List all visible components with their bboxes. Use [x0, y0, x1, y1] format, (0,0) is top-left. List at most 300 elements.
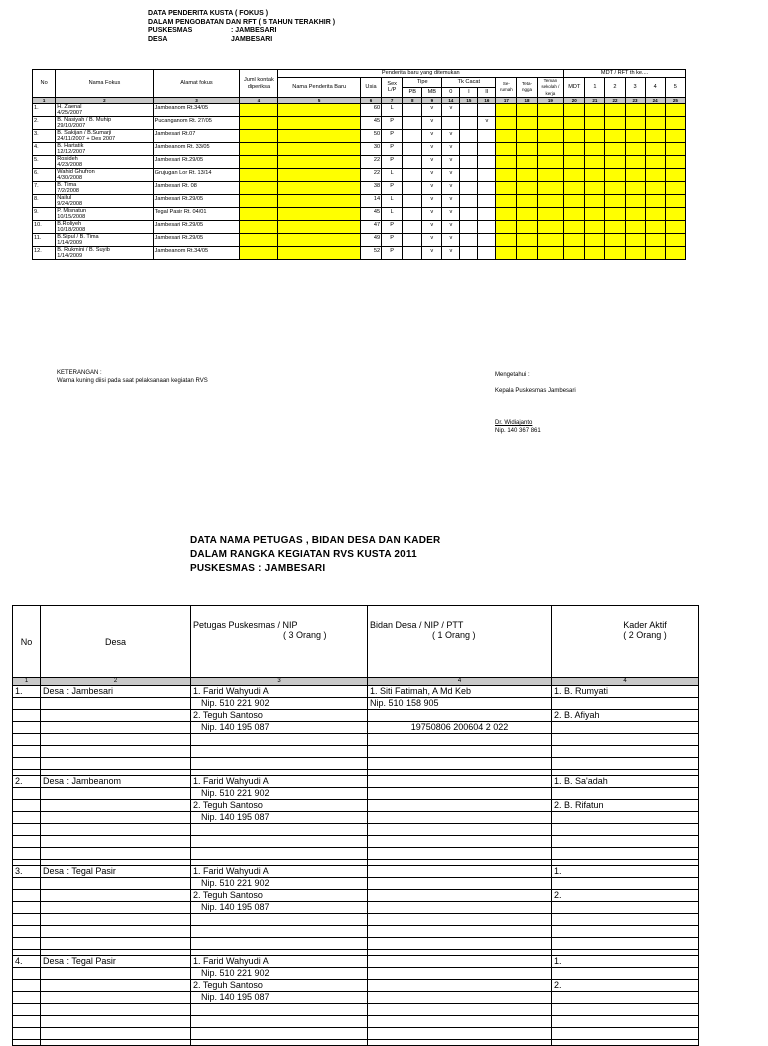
patient-rows [33, 104, 686, 260]
puskesmas-row [148, 27, 335, 36]
row-mdt [564, 156, 585, 169]
row-usia: 22 [360, 156, 381, 169]
bidan-cell: Nip. 510 158 905 [368, 698, 552, 710]
empty-row [13, 836, 699, 848]
row-usia: 14 [360, 195, 381, 208]
row-mdt [564, 247, 585, 260]
row-sex: P [382, 221, 403, 234]
empty-cell [41, 1016, 191, 1028]
empty-cell [41, 926, 191, 938]
row-mdt-5 [665, 156, 685, 169]
row-tetangga [517, 195, 537, 208]
table-row [13, 788, 699, 800]
empty-row [13, 848, 699, 860]
keterangan-note [57, 369, 208, 385]
row-jumlah-kontak [240, 195, 278, 208]
row-serumah [496, 195, 517, 208]
row-tetangga [517, 247, 537, 260]
empty-row [13, 734, 699, 746]
row-c0: v [442, 247, 460, 260]
empty-cell [13, 914, 41, 926]
row-no: 2. [33, 117, 56, 130]
row-serumah [496, 169, 517, 182]
row-date: 10/15/2008 [57, 214, 86, 220]
row-alamat: Jambesari Rt.29/05 [153, 195, 240, 208]
row-c2 [478, 221, 496, 234]
petugas-cell: 1. Farid Wahyudi A [191, 866, 368, 878]
row-jumlah-kontak [240, 234, 278, 247]
kader-cell: 1. [552, 956, 699, 968]
row-nama-penderita [278, 104, 361, 117]
row-mdt [564, 130, 585, 143]
empty-cell [13, 1028, 41, 1040]
bidan-cell [368, 968, 552, 980]
signatory-nip: Nip. 140 367 861 [495, 428, 541, 434]
row-teman [537, 130, 564, 143]
row-c2: v [478, 117, 496, 130]
row-nama-penderita [278, 130, 361, 143]
col-mdt-3: 3 [625, 77, 645, 98]
empty-cell [191, 836, 368, 848]
col-group-mdt: MDT / RFT th ke.... [564, 70, 686, 78]
empty-cell [552, 746, 699, 758]
group-no: 4. [13, 956, 41, 968]
row-mb: v [422, 221, 442, 234]
row-c0: v [442, 234, 460, 247]
row-mdt-1 [585, 221, 605, 234]
row-mdt-2 [605, 117, 625, 130]
row-tetangga [517, 104, 537, 117]
row-mdt-1 [585, 169, 605, 182]
row-c1 [460, 247, 478, 260]
row-c0 [442, 117, 460, 130]
row-mb: v [422, 182, 442, 195]
row-alamat: Grujugan Lor Rt. 13/14 [153, 169, 240, 182]
empty-cell [13, 1016, 41, 1028]
row-teman [537, 208, 564, 221]
row-c1 [460, 234, 478, 247]
row-teman [537, 104, 564, 117]
row-c2 [478, 247, 496, 260]
row-no: 10. [33, 221, 56, 234]
column-number: 1 [13, 678, 41, 686]
row-alamat: Jambesari Rt.07 [153, 130, 240, 143]
group-desa: Desa : Tegal Pasir [41, 956, 191, 968]
row-mdt-4 [645, 195, 665, 208]
empty-cell [368, 1028, 552, 1040]
row-c1 [460, 104, 478, 117]
puskesmas-value: : JAMBESARI [231, 27, 277, 34]
row-teman [537, 247, 564, 260]
table-row [13, 968, 699, 980]
column-number: 14 [442, 98, 460, 104]
row-nama-penderita [278, 221, 361, 234]
row-jumlah-kontak [240, 169, 278, 182]
petugas-cell: 1. Farid Wahyudi A [191, 776, 368, 788]
row-pb [403, 130, 422, 143]
table-row [13, 980, 699, 992]
column-number: 23 [625, 98, 645, 104]
row-mdt [564, 208, 585, 221]
row-nama-fokus [56, 156, 153, 169]
bidan-cell [368, 866, 552, 878]
col-teman: Teman sekolah / kerja [537, 77, 564, 98]
row-date: 4/23/2008 [57, 162, 83, 168]
table-row [13, 686, 699, 698]
empty-cell [191, 758, 368, 770]
row-mdt-2 [605, 143, 625, 156]
row-mdt [564, 195, 585, 208]
row-c0: v [442, 169, 460, 182]
row-alamat: Tegal Pasir Rt. 04/01 [153, 208, 240, 221]
table-row [13, 776, 699, 788]
empty-cell [368, 746, 552, 758]
col-no: No [33, 70, 56, 98]
report2-title-line-3: PUSKESMAS : JAMBESARI [190, 563, 326, 574]
column-number: 4 [368, 678, 552, 686]
empty-cell [13, 1040, 41, 1046]
column-number: 8 [403, 98, 422, 104]
report2-title-line-2: DALAM RANGKA KEGIATAN RVS KUSTA 2011 [190, 549, 417, 560]
row-mdt-3 [625, 234, 645, 247]
row-alamat: Jambeanom Rt.34/05 [153, 104, 240, 117]
petugas-cell: 2. Teguh Santoso [191, 890, 368, 902]
row-mdt-2 [605, 130, 625, 143]
row-jumlah-kontak [240, 182, 278, 195]
table-row [13, 710, 699, 722]
row-serumah [496, 247, 517, 260]
row-date: 12/12/2007 [57, 149, 86, 155]
row-date: 9/24/2008 [57, 201, 83, 207]
row-nama-penderita [278, 143, 361, 156]
row-nama-penderita [278, 195, 361, 208]
col-jumlah-kontak: Juml kontak diperiksa [240, 70, 278, 98]
row-pb [403, 234, 422, 247]
row-nama: P. Misnatun [57, 208, 87, 214]
empty-cell [13, 758, 41, 770]
table-row [13, 722, 699, 734]
col2-kader-title: Kader Aktif [623, 620, 667, 630]
empty-cell [191, 848, 368, 860]
row-serumah [496, 104, 517, 117]
row-mdt-5 [665, 117, 685, 130]
row-mdt-2 [605, 169, 625, 182]
group-desa [41, 812, 191, 824]
row-mdt-4 [645, 143, 665, 156]
kader-cell [552, 902, 699, 914]
petugas-table [12, 605, 699, 1046]
row-no: 12. [33, 247, 56, 260]
petugas-cell: Nip. 510 221 902 [191, 968, 368, 980]
petugas-cell: Nip. 140 195 087 [191, 812, 368, 824]
row-mdt-4 [645, 117, 665, 130]
row-mdt [564, 221, 585, 234]
column-number: 24 [645, 98, 665, 104]
row-nama: H. Zaenal [57, 104, 82, 110]
row-mdt-4 [645, 169, 665, 182]
row-jumlah-kontak [240, 208, 278, 221]
kader-cell [552, 722, 699, 734]
empty-cell [13, 746, 41, 758]
row-mdt-2 [605, 208, 625, 221]
row-mdt-4 [645, 221, 665, 234]
row-mdt-4 [645, 104, 665, 117]
row-sex: P [382, 234, 403, 247]
row-no: 6. [33, 169, 56, 182]
group-no [13, 812, 41, 824]
row-mdt-3 [625, 156, 645, 169]
row-c2 [478, 169, 496, 182]
row-mdt-2 [605, 182, 625, 195]
kader-cell [552, 992, 699, 1004]
row-alamat: Jambesari Rt. 08 [153, 182, 240, 195]
row-alamat: Jambeanom Rt. 33/05 [153, 143, 240, 156]
row-mdt-4 [645, 130, 665, 143]
row-mb: v [422, 169, 442, 182]
col-group-penderita-baru: Penderita baru yang ditemukan [278, 70, 564, 78]
row-c0: v [442, 195, 460, 208]
kader-cell [552, 788, 699, 800]
row-teman [537, 221, 564, 234]
table-row [33, 208, 686, 221]
row-mdt-2 [605, 247, 625, 260]
empty-cell [41, 1004, 191, 1016]
row-nama-penderita [278, 208, 361, 221]
row-nama-penderita [278, 169, 361, 182]
empty-cell [41, 734, 191, 746]
report-header-2 [190, 534, 440, 576]
col-serumah: Se-rumah [496, 77, 517, 98]
row-alamat: Jambesari Rt.29/05 [153, 221, 240, 234]
row-c2 [478, 208, 496, 221]
empty-cell [191, 1040, 368, 1046]
kusta-patient-table [32, 69, 686, 260]
empty-row [13, 1004, 699, 1016]
row-sex: P [382, 143, 403, 156]
row-mdt-3 [625, 221, 645, 234]
empty-cell [41, 938, 191, 950]
row-c2 [478, 156, 496, 169]
row-pb [403, 169, 422, 182]
row-mdt-1 [585, 117, 605, 130]
group-separator [13, 1040, 699, 1046]
keterangan-title: KETERANGAN : [57, 370, 102, 376]
row-usia: 30 [360, 143, 381, 156]
col-usia: Usia [360, 77, 381, 98]
empty-cell [368, 914, 552, 926]
row-mdt-5 [665, 169, 685, 182]
col2-desa: Desa [41, 606, 191, 678]
table-row [33, 104, 686, 117]
row-mb: v [422, 143, 442, 156]
petugas-cell: Nip. 140 195 087 [191, 992, 368, 1004]
row-serumah [496, 221, 517, 234]
row-nama: B. Tima [57, 182, 77, 188]
empty-cell [552, 1004, 699, 1016]
group-no [13, 902, 41, 914]
row-mdt-1 [585, 208, 605, 221]
group-no [13, 992, 41, 1004]
row-tetangga [517, 117, 537, 130]
empty-cell [41, 1040, 191, 1046]
row-nama: B. Hartatik [57, 143, 84, 149]
row-teman [537, 234, 564, 247]
group-no [13, 800, 41, 812]
row-nama-fokus [56, 234, 153, 247]
row-mdt-1 [585, 143, 605, 156]
empty-cell [552, 758, 699, 770]
row-mdt-4 [645, 234, 665, 247]
row-mdt-5 [665, 143, 685, 156]
group-no [13, 878, 41, 890]
table-row [13, 956, 699, 968]
row-sex: L [382, 208, 403, 221]
table-row [13, 800, 699, 812]
row-nama: Wahid Ghufron [57, 169, 95, 175]
report2-title-line-1: DATA NAMA PETUGAS , BIDAN DESA DAN KADER [190, 535, 441, 546]
row-jumlah-kontak [240, 104, 278, 117]
empty-row [13, 758, 699, 770]
row-usia: 47 [360, 221, 381, 234]
table-row [33, 221, 686, 234]
empty-row [13, 1028, 699, 1040]
table-row [33, 156, 686, 169]
row-no: 3. [33, 130, 56, 143]
row-c0: v [442, 143, 460, 156]
bidan-cell [368, 878, 552, 890]
empty-cell [552, 734, 699, 746]
empty-cell [13, 848, 41, 860]
row-usia: 60 [360, 104, 381, 117]
row-pb [403, 195, 422, 208]
row-nama-fokus [56, 169, 153, 182]
row-mb: v [422, 195, 442, 208]
row-mb: v [422, 156, 442, 169]
empty-cell [41, 914, 191, 926]
column-number: 18 [517, 98, 537, 104]
column-number: 1 [33, 98, 56, 104]
row-nama: B. Nasiyah / B. Muhip [57, 117, 112, 123]
col2-petugas-title: Petugas Puskesmas / NIP [193, 620, 298, 630]
column-number: 2 [41, 678, 191, 686]
col-cacat-1: I [460, 87, 478, 97]
row-sex: L [382, 169, 403, 182]
column-number: 21 [585, 98, 605, 104]
row-mdt-3 [625, 247, 645, 260]
row-date: 29/10/2007 [57, 123, 86, 129]
row-nama-penderita [278, 234, 361, 247]
row-teman [537, 156, 564, 169]
row-mb: v [422, 247, 442, 260]
kader-cell: 2. [552, 890, 699, 902]
column-number: 2 [56, 98, 153, 104]
row-mdt-1 [585, 195, 605, 208]
row-serumah [496, 117, 517, 130]
petugas-cell: Nip. 140 195 087 [191, 902, 368, 914]
row-no: 9. [33, 208, 56, 221]
petugas-cell: 2. Teguh Santoso [191, 800, 368, 812]
petugas-rows [13, 686, 699, 1046]
col-mdt-5: 5 [665, 77, 685, 98]
row-c2 [478, 195, 496, 208]
row-mdt-4 [645, 247, 665, 260]
row-c1 [460, 195, 478, 208]
table-row [13, 866, 699, 878]
row-nama: Nailul [57, 195, 72, 201]
row-sex: P [382, 156, 403, 169]
row-mdt-3 [625, 130, 645, 143]
kepala-puskesmas-label: Kepala Puskesmas Jambesari [495, 388, 576, 394]
row-mdt-4 [645, 182, 665, 195]
row-nama-penderita [278, 182, 361, 195]
row-mdt-3 [625, 208, 645, 221]
row-mdt-5 [665, 208, 685, 221]
table-row [33, 182, 686, 195]
row-nama-fokus [56, 130, 153, 143]
column-number-row-2 [13, 678, 699, 686]
row-c0: v [442, 221, 460, 234]
kader-cell: 2. B. Rifatun [552, 800, 699, 812]
bidan-cell [368, 776, 552, 788]
empty-cell [368, 758, 552, 770]
col-mdt-1: 1 [585, 77, 605, 98]
row-jumlah-kontak [240, 130, 278, 143]
bidan-cell [368, 800, 552, 812]
row-c1 [460, 130, 478, 143]
kader-cell [552, 698, 699, 710]
petugas-cell: Nip. 510 221 902 [191, 788, 368, 800]
row-mdt-5 [665, 182, 685, 195]
empty-row [13, 926, 699, 938]
empty-cell [552, 914, 699, 926]
row-mdt-1 [585, 130, 605, 143]
empty-cell [41, 758, 191, 770]
row-nama-penderita [278, 117, 361, 130]
row-mdt-5 [665, 130, 685, 143]
row-serumah [496, 234, 517, 247]
row-mdt [564, 182, 585, 195]
row-mdt-3 [625, 169, 645, 182]
row-mdt [564, 117, 585, 130]
row-mdt-2 [605, 156, 625, 169]
report-title-line-2: DALAM PENGOBATAN DAN RFT ( 5 TAHUN TERAKHIR ) [148, 18, 336, 26]
table-row [13, 698, 699, 710]
empty-cell [41, 1028, 191, 1040]
row-mb: v [422, 104, 442, 117]
table-row [13, 890, 699, 902]
empty-cell [552, 824, 699, 836]
row-pb [403, 156, 422, 169]
group-desa [41, 902, 191, 914]
empty-cell [368, 836, 552, 848]
empty-cell [191, 746, 368, 758]
row-nama-fokus [56, 104, 153, 117]
group-no: 2. [13, 776, 41, 788]
col-mdt-4: 4 [645, 77, 665, 98]
row-c2 [478, 104, 496, 117]
column-number: 3 [191, 678, 368, 686]
row-c1 [460, 221, 478, 234]
table-row [33, 117, 686, 130]
row-mdt-3 [625, 104, 645, 117]
col2-kader [552, 606, 699, 678]
row-pb [403, 247, 422, 260]
keterangan-text: Warna kuning diisi pada saat pelaksanaan kegiatan RVS [57, 378, 208, 384]
row-serumah [496, 182, 517, 195]
group-desa [41, 878, 191, 890]
kader-cell: 2. B. Afiyah [552, 710, 699, 722]
petugas-cell: Nip. 510 221 902 [191, 698, 368, 710]
